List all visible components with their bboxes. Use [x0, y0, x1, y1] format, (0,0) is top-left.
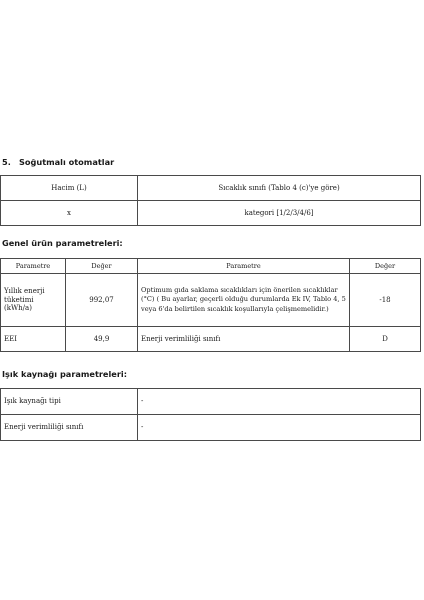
- light-energy-class-value: -: [138, 415, 421, 441]
- light-source-type-value: -: [138, 389, 421, 415]
- eei-label: EEI: [1, 327, 66, 352]
- temperature-class-header: Sıcaklık sınıfı (Tablo 4 (c)'ye göre): [138, 176, 421, 201]
- recommended-temperature-value: -18: [350, 274, 421, 327]
- general-parameters-title: Genel ürün parametreleri:: [2, 238, 123, 248]
- table-row: [1, 389, 421, 415]
- light-energy-class-label: Enerji verimliliği sınıfı: [1, 415, 138, 441]
- annual-energy-value: 992,07: [66, 274, 138, 327]
- eei-value: 49,9: [66, 327, 138, 352]
- volume-value: x: [1, 201, 138, 226]
- section-title: Soğutmalı otomatlar: [19, 157, 115, 167]
- volume-header: Hacim (L): [1, 176, 138, 201]
- energy-class-value: D: [350, 327, 421, 352]
- annual-energy-label: Yıllık enerji tüketimi (kWh/a): [1, 274, 66, 327]
- light-source-table: [0, 388, 421, 441]
- table-row: [1, 327, 421, 352]
- volume-class-table: [0, 175, 421, 226]
- table-header-row: [1, 259, 421, 274]
- parameter-header: Parametre: [1, 259, 66, 274]
- value-header: Değer: [350, 259, 421, 274]
- energy-class-label: Enerji verimliliği sınıfı: [138, 327, 350, 352]
- table-row: [1, 274, 421, 327]
- light-source-type-label: Işık kaynağı tipi: [1, 389, 138, 415]
- section-number: 5.: [2, 157, 11, 167]
- light-source-title: Işık kaynağı parametreleri:: [2, 369, 127, 379]
- parameter-header: Parametre: [138, 259, 350, 274]
- table-row: [1, 201, 421, 226]
- table-row: [1, 415, 421, 441]
- value-header: Değer: [66, 259, 138, 274]
- table-row: [1, 176, 421, 201]
- temperature-class-value: kategori [1/2/3/4/6]: [138, 201, 421, 226]
- general-parameters-table: [0, 258, 421, 352]
- recommended-temperature-label: Optimum gıda saklama sıcaklıkları için önerilen sıcaklıklar (°C) ( Bu ayarlar, geçerli olduğu durumlarda Ek IV, Tablo 4, 5 veya 6'da belirtilen sıcaklık koşullarıyla çelişmemelidir.): [138, 274, 350, 327]
